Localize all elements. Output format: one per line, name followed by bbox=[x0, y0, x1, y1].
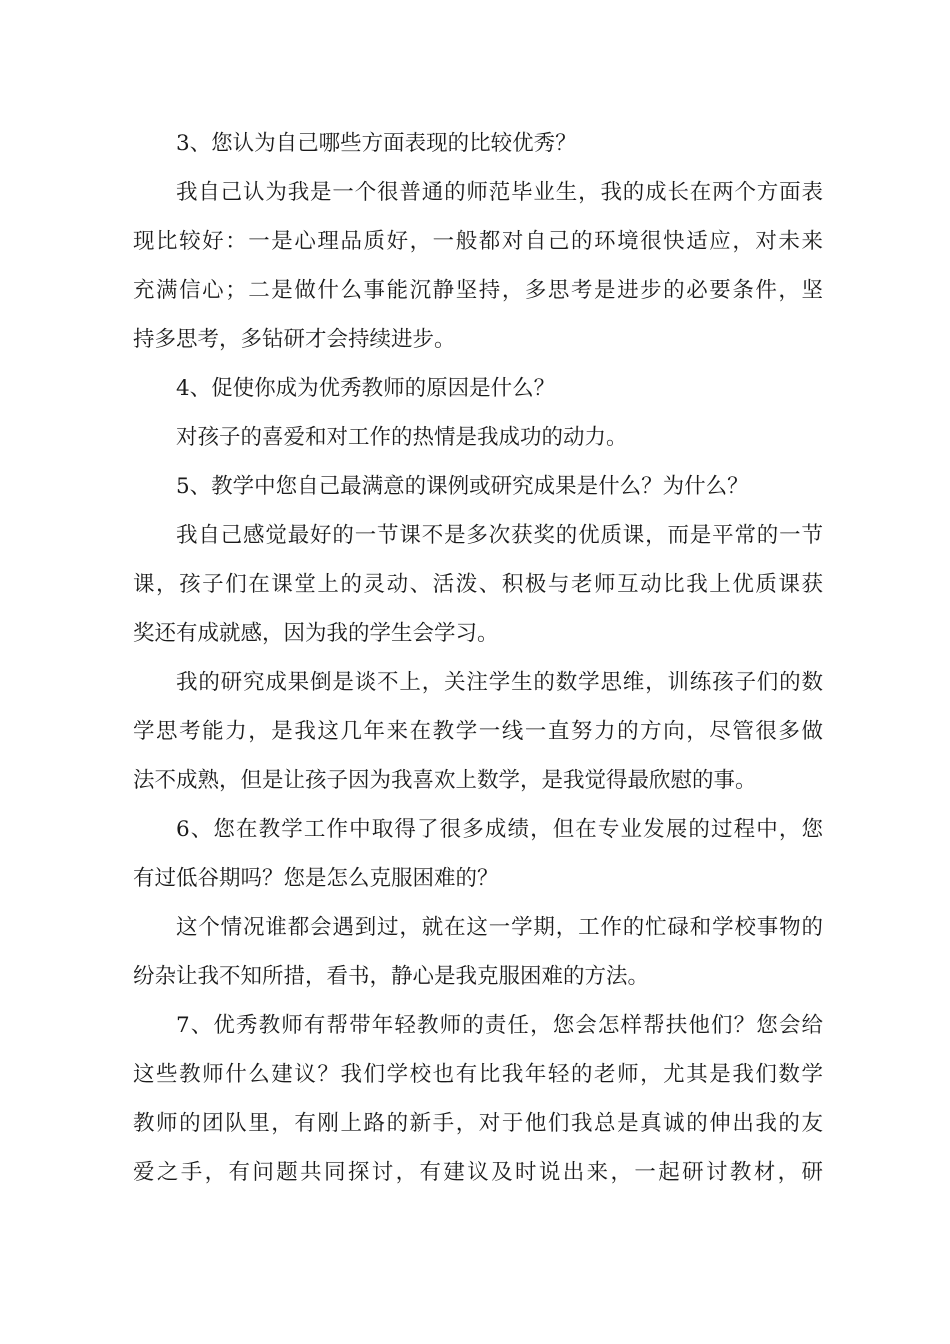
paragraph-q6 bbox=[133, 805, 823, 903]
text-line: 充满信心；二是做什么事能沉静坚持，多思考是进步的必要条件，坚 bbox=[133, 278, 823, 303]
text-line: 爱之手，有问题共同探讨，有建议及时说出来，一起研讨教材，研 bbox=[133, 1160, 823, 1185]
paragraph-a5b bbox=[133, 658, 823, 805]
paragraph-q3 bbox=[133, 119, 823, 168]
text-line: 课，孩子们在课堂上的灵动、活泼、积极与老师互动比我上优质课获 bbox=[133, 572, 823, 597]
text-line: 6、您在教学工作中取得了很多成绩，但在专业发展的过程中，您 bbox=[176, 817, 823, 842]
paragraph-a5a bbox=[133, 511, 823, 658]
document-body bbox=[133, 119, 823, 1197]
text-line: 5、教学中您自己最满意的课例或研究成果是什么？为什么？ bbox=[176, 474, 749, 499]
paragraph-q7 bbox=[133, 1001, 823, 1197]
text-line: 4、促使你成为优秀教师的原因是什么？ bbox=[176, 376, 556, 401]
paragraph-q4 bbox=[133, 364, 823, 413]
paragraph-a3 bbox=[133, 168, 823, 364]
text-line: 这个情况谁都会遇到过，就在这一学期，工作的忙碌和学校事物的 bbox=[176, 915, 823, 940]
text-line: 法不成熟，但是让孩子因为我喜欢上数学，是我觉得最欣慰的事。 bbox=[133, 768, 757, 793]
text-line: 有过低谷期吗？您是怎么克服困难的？ bbox=[133, 866, 499, 891]
text-line: 教师的团队里，有刚上路的新手，对于他们我总是真诚的伸出我的友 bbox=[133, 1111, 823, 1136]
text-line: 我的研究成果倒是谈不上，关注学生的数学思维，训练孩子们的数 bbox=[176, 670, 823, 695]
paragraph-a6 bbox=[133, 903, 823, 1001]
text-line: 纷杂让我不知所措，看书，静心是我克服困难的方法。 bbox=[133, 964, 650, 989]
text-line: 学思考能力，是我这几年来在教学一线一直努力的方向，尽管很多做 bbox=[133, 719, 823, 744]
text-line: 我自己认为我是一个很普通的师范毕业生，我的成长在两个方面表 bbox=[176, 180, 823, 205]
paragraph-a4 bbox=[133, 413, 823, 462]
text-line: 这些教师什么建议？我们学校也有比我年轻的老师，尤其是我们数学 bbox=[133, 1062, 823, 1087]
paragraph-q5 bbox=[133, 462, 823, 511]
text-line: 我自己感觉最好的一节课不是多次获奖的优质课，而是平常的一节 bbox=[176, 523, 823, 548]
text-line: 3、您认为自己哪些方面表现的比较优秀？ bbox=[176, 131, 577, 156]
text-line: 7、优秀教师有帮带年轻教师的责任，您会怎样帮扶他们？您会给 bbox=[176, 1013, 823, 1038]
text-line: 现比较好：一是心理品质好，一般都对自己的环境很快适应，对未来 bbox=[133, 229, 823, 254]
text-line: 奖还有成就感，因为我的学生会学习。 bbox=[133, 621, 499, 646]
text-line: 持多思考，多钻研才会持续进步。 bbox=[133, 327, 456, 352]
text-line: 对孩子的喜爱和对工作的热情是我成功的动力。 bbox=[176, 425, 628, 450]
